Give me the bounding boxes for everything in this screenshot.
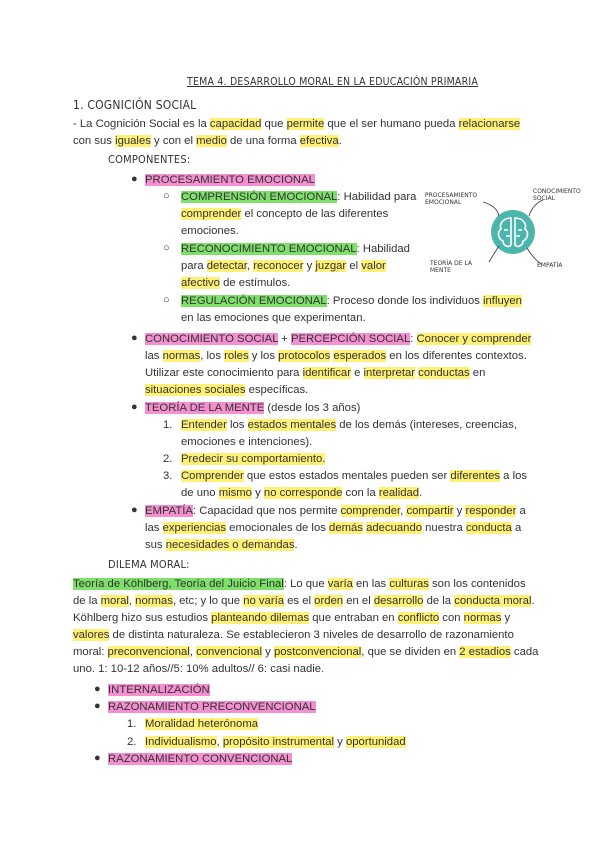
bullet: ○ <box>163 294 170 306</box>
comprension-line-3: emociones. <box>181 225 239 237</box>
empatia-line-1: EMPATÍA: Capacidad que nos permite comprender, compartir y responder a <box>145 505 526 517</box>
reconocimiento-line-2: para detectar, reconocer y juzgar el valor <box>181 260 386 272</box>
conocimiento-line-3: Utilizar este conocimiento para identificar e interpretar conductas en <box>145 367 486 379</box>
teoria-item-1-line-2: emociones e intenciones). <box>181 436 313 448</box>
arrow-icon <box>483 202 499 216</box>
components-diagram <box>425 180 581 280</box>
intro-line-2: con sus iguales y con el medio de una forma efectiva. <box>73 135 342 147</box>
diagram-label-teoria: TEORÍA DE LA MENTE <box>430 260 473 274</box>
comprension-line-1: COMPRENSIÓN EMOCIONAL: Habilidad para <box>181 191 417 203</box>
diagram-label-conocimiento: CONOCIMIENTO SOCIAL <box>533 188 581 202</box>
procesamiento-emocional: PROCESAMIENTO EMOCIONAL <box>145 174 315 186</box>
bullet: ● <box>94 700 101 712</box>
teoria-item-3-line-1: Comprender que estos estados mentales pueden ser diferentes a los <box>181 470 528 482</box>
comprension-line-2: comprender el concepto de las diferentes <box>181 208 389 220</box>
conocimiento-line-2: las normas, los roles y los protocolos esperados en los diferentes contextos. <box>145 350 527 362</box>
kohlberg-line-6: uno. 1: 10-12 años//5: 10% adultos// 6: casi nadie. <box>73 663 325 675</box>
teoria-item-3-num: 3. <box>163 470 173 482</box>
dilema-heading: DILEMA MORAL: <box>108 558 190 571</box>
razonamiento-preconvencional: RAZONAMIENTO PRECONVENCIONAL <box>108 701 316 713</box>
empatia-line-3: sus necesidades o demandas. <box>145 539 298 551</box>
reconocimiento-line-3: afectivo de estímulos. <box>181 277 291 289</box>
kohlberg-line-3: Köhlberg hizo sus estudios planteando dilemas que entraban en conflicto con normas y <box>73 612 511 624</box>
razonamiento-convencional: RAZONAMIENTO CONVENCIONAL <box>108 753 293 765</box>
intro-line-1: - La Cognición Social es la capacidad que permite que el ser humano pueda relacionarse <box>73 118 521 130</box>
kohlberg-line-2: de la moral, normas, etc; y lo que no varía es el orden en el desarrollo de la conducta moral. <box>73 595 535 607</box>
arrow-icon <box>529 200 543 216</box>
bullet: ○ <box>163 190 170 202</box>
teoria-item-2: Predecir su comportamiento. <box>181 453 326 465</box>
diagram-label-empatia: EMPATÍA <box>537 262 563 269</box>
bullet: ● <box>94 683 101 695</box>
section-heading: 1. COGNICIÓN SOCIAL <box>73 98 197 112</box>
teoria-mente: TEORÍA DE LA MENTE (desde los 3 años) <box>145 402 361 414</box>
conocimiento-line-4: situaciones sociales específicas. <box>145 384 309 396</box>
kohlberg-line-1: Teoría de Köhlberg, Teoría del Juicio Final: Lo que varía en las culturas son los contenidos <box>73 578 526 590</box>
kohlberg-line-5: moral: preconvencional, convencional y postconvencional, que se dividen en 2 estadios cada <box>73 646 539 658</box>
preconv-item-1-num: 1. <box>127 718 137 730</box>
bullet: ● <box>94 752 101 764</box>
teoria-item-2-num: 2. <box>163 453 173 465</box>
preconv-item-1: Moralidad heterónoma <box>145 718 259 730</box>
regulacion-line-1: REGULACIÓN EMOCIONAL: Proceso donde los individuos influyen <box>181 295 522 307</box>
bullet: ○ <box>163 242 170 254</box>
componentes-heading: COMPONENTES: <box>108 153 191 166</box>
preconv-item-2-num: 2. <box>127 736 137 748</box>
conocimiento-line-1: CONOCIMIENTO SOCIAL + PERCEPCIÓN SOCIAL: Conocer y comprender <box>145 333 532 345</box>
bullet: ● <box>131 504 138 516</box>
reconocimiento-line-1: RECONOCIMIENTO EMOCIONAL: Habilidad <box>181 243 410 255</box>
kohlberg-line-4: valores de distinta naturaleza. Se establecieron 3 niveles de desarrollo de razonamiento <box>73 629 514 641</box>
diagram-label-procesamiento: PROCESAMIENTO EMOCIONAL <box>425 192 478 206</box>
teoria-item-1-num: 1. <box>163 419 173 431</box>
bullet: ● <box>131 173 138 185</box>
regulacion-line-2: en las emociones que experimentan. <box>181 312 366 324</box>
bullet: ● <box>131 332 138 344</box>
bullet: ● <box>131 401 138 413</box>
teoria-item-1-line-1: Entender los estados mentales de los demás (intereses, creencias, <box>181 419 517 431</box>
arrow-icon <box>489 246 499 262</box>
internalizacion: INTERNALIZACIÓN <box>108 684 210 696</box>
empatia-line-2: las experiencias emocionales de los demás adecuando nuestra conducta a <box>145 522 522 534</box>
teoria-item-3-line-2: de uno mismo y no corresponde con la realidad. <box>181 487 423 499</box>
preconv-item-2: Individualismo, propósito instrumental y oportunidad <box>145 736 406 748</box>
page-title: TEMA 4. DESARROLLO MORAL EN LA EDUCACIÓN PRIMARIA <box>187 76 478 88</box>
